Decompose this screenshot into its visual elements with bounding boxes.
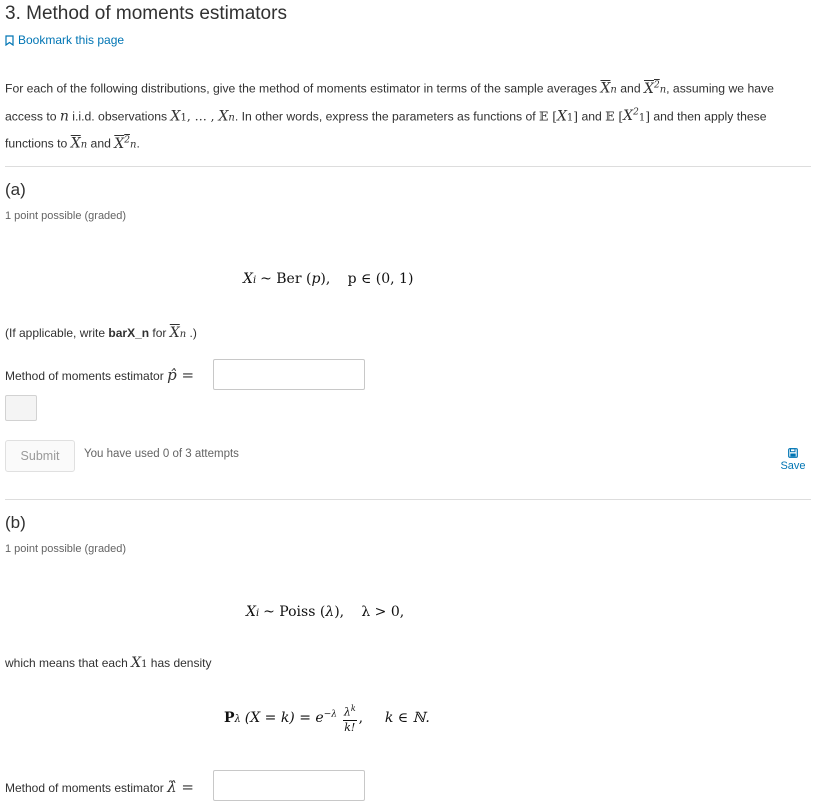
part-b-pmf: Pλ $(X = k) = e^{-\lambda}$ $\frac{\lambda^k}{k!}$ , k ∈ ℕ. bbox=[224, 704, 430, 734]
divider bbox=[5, 166, 811, 167]
part-a-estimator-label: Method of moments estimator p̂ = bbox=[5, 366, 195, 384]
part-a-formula: Xi ~ Ber (p), p ∈ (0, 1) bbox=[243, 271, 414, 287]
save-icon bbox=[788, 448, 798, 458]
part-b-answer-input[interactable] bbox=[213, 770, 365, 801]
part-a-answer-input[interactable] bbox=[213, 359, 365, 390]
divider bbox=[5, 499, 811, 500]
bookmark-icon bbox=[5, 35, 14, 46]
part-a-label: (a) bbox=[5, 180, 26, 199]
part-b-points: 1 point possible (graded) bbox=[5, 543, 127, 555]
submit-button[interactable]: Submit bbox=[5, 440, 75, 472]
save-button[interactable] bbox=[779, 448, 807, 472]
problem-intro: For each of the following distributions, give the method of moments estimator in terms of the sample averages $\overline{X}n$ and $X^2n$, assuming we have access to n i.i.d. observations X1, … , Xn. In other words, express the parameters as functions of 𝔼 [X1] and 𝔼 $[X^21]$ and then apply these functions to $\overline{X}n$ and $X^2n$. bbox=[5, 80, 774, 152]
part-a-points: 1 point possible (graded) bbox=[5, 210, 127, 222]
part-a-hint: (If applicable, write barX_n for $\overline{X}n$ .) bbox=[5, 325, 197, 341]
page-title: 3. Method of moments estimators bbox=[5, 3, 287, 24]
save-label: Save bbox=[780, 460, 806, 472]
bookmark-link[interactable] bbox=[5, 33, 124, 47]
part-b-label: (b) bbox=[5, 513, 26, 532]
bookmark-label: Bookmark this page bbox=[18, 33, 125, 47]
part-b-estimator-label: Method of moments estimator λ̂ = bbox=[5, 778, 194, 796]
attempts-text: You have used 0 of 3 attempts bbox=[84, 448, 239, 460]
part-a-preview-box bbox=[5, 395, 37, 421]
part-b-density-text: which means that each X1 has density bbox=[5, 655, 212, 671]
part-b-formula: Xi ~ Poiss (λ), λ > 0, bbox=[246, 604, 405, 620]
pmf-fraction: $\frac{\lambda^k}{k!}$ bbox=[343, 704, 356, 734]
